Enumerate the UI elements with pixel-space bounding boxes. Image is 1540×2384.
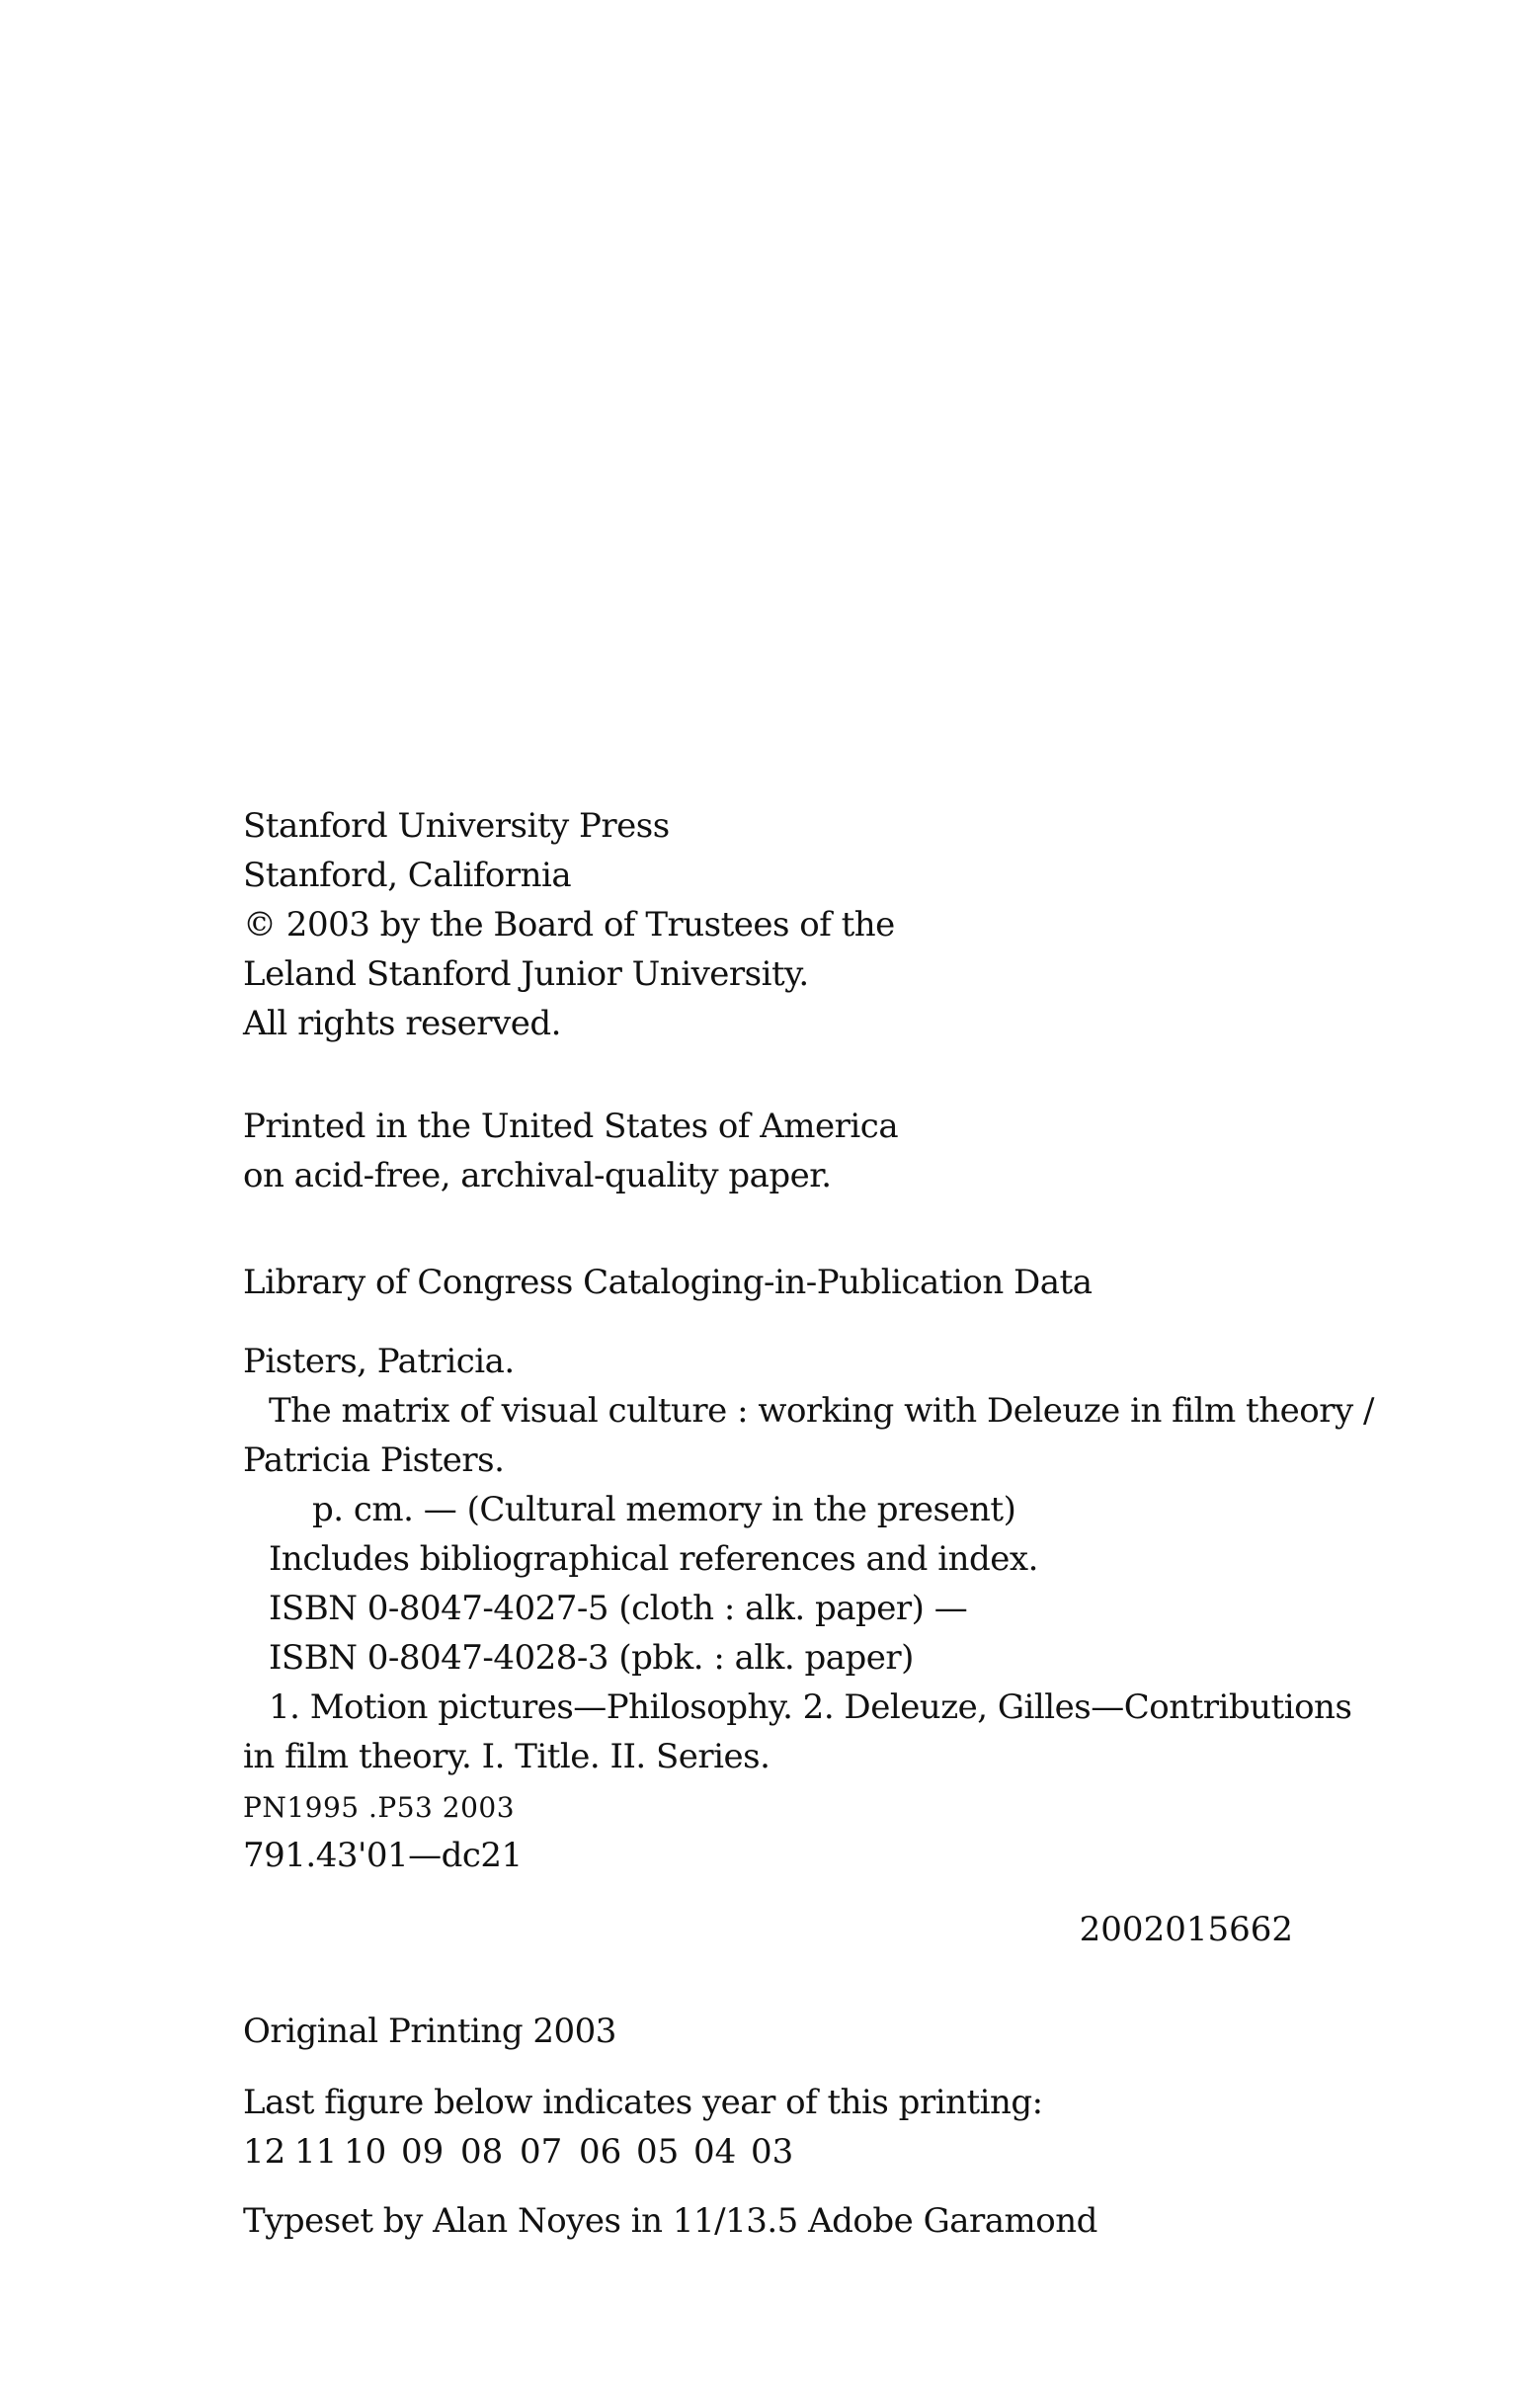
printing-number: 10: [344, 2132, 387, 2172]
typeset-credit: Typeset by Alan Noyes in 11/13.5 Adobe Garamond: [243, 2201, 1097, 2241]
printing-number: 03: [751, 2132, 794, 2172]
printing-number: 12: [243, 2132, 286, 2172]
cip-dewey: 791.43'01—dc21: [243, 1836, 523, 1875]
printing-number: 08: [460, 2132, 504, 2172]
publisher-name: Stanford University Press: [243, 806, 670, 846]
printing-number: 04: [693, 2132, 737, 2172]
cip-series: p. cm. — (Cultural memory in the present): [312, 1490, 1016, 1529]
printing-number: 06: [579, 2132, 622, 2172]
printed-in-line-2: on acid-free, archival-quality paper.: [243, 1156, 832, 1195]
cip-subjects-line-2: in film theory. I. Title. II. Series.: [243, 1737, 770, 1776]
printing-number: 05: [636, 2132, 680, 2172]
cip-title-line-2: Patricia Pisters.: [243, 1440, 505, 1480]
cip-isbn-cloth: ISBN 0-8047-4027-5 (cloth : alk. paper) —: [269, 1589, 968, 1628]
cip-lc-class: PN1995 .P53 2003: [243, 1791, 516, 1824]
cip-heading: Library of Congress Cataloging-in-Publication Data: [243, 1263, 1093, 1302]
printing-number: 09: [401, 2132, 445, 2172]
cip-subjects-line-1: 1. Motion pictures—Philosophy. 2. Deleuze, Gilles—Contributions: [269, 1687, 1352, 1727]
cip-isbn-pbk: ISBN 0-8047-4028-3 (pbk. : alk. paper): [269, 1638, 914, 1678]
printing-number: 07: [520, 2132, 563, 2172]
cip-title-line-1: The matrix of visual culture : working with Deleuze in film theory /: [269, 1391, 1374, 1431]
cip-author: Pisters, Patricia.: [243, 1342, 515, 1381]
printing-number: 11: [294, 2132, 338, 2172]
cip-lccn: 2002015662: [1079, 1910, 1293, 1949]
copyright-line-1: © 2003 by the Board of Trustees of the: [243, 905, 895, 945]
printed-in-line-1: Printed in the United States of America: [243, 1107, 899, 1146]
cip-notes: Includes bibliographical references and index.: [269, 1539, 1038, 1579]
copyright-line-2: Leland Stanford Junior University.: [243, 954, 809, 994]
rights-reserved: All rights reserved.: [243, 1004, 561, 1043]
publisher-place: Stanford, California: [243, 856, 572, 895]
printing-number-line: [243, 2132, 954, 2172]
printing-figure-note: Last figure below indicates year of this printing:: [243, 2083, 1043, 2122]
original-printing: Original Printing 2003: [243, 2012, 616, 2051]
